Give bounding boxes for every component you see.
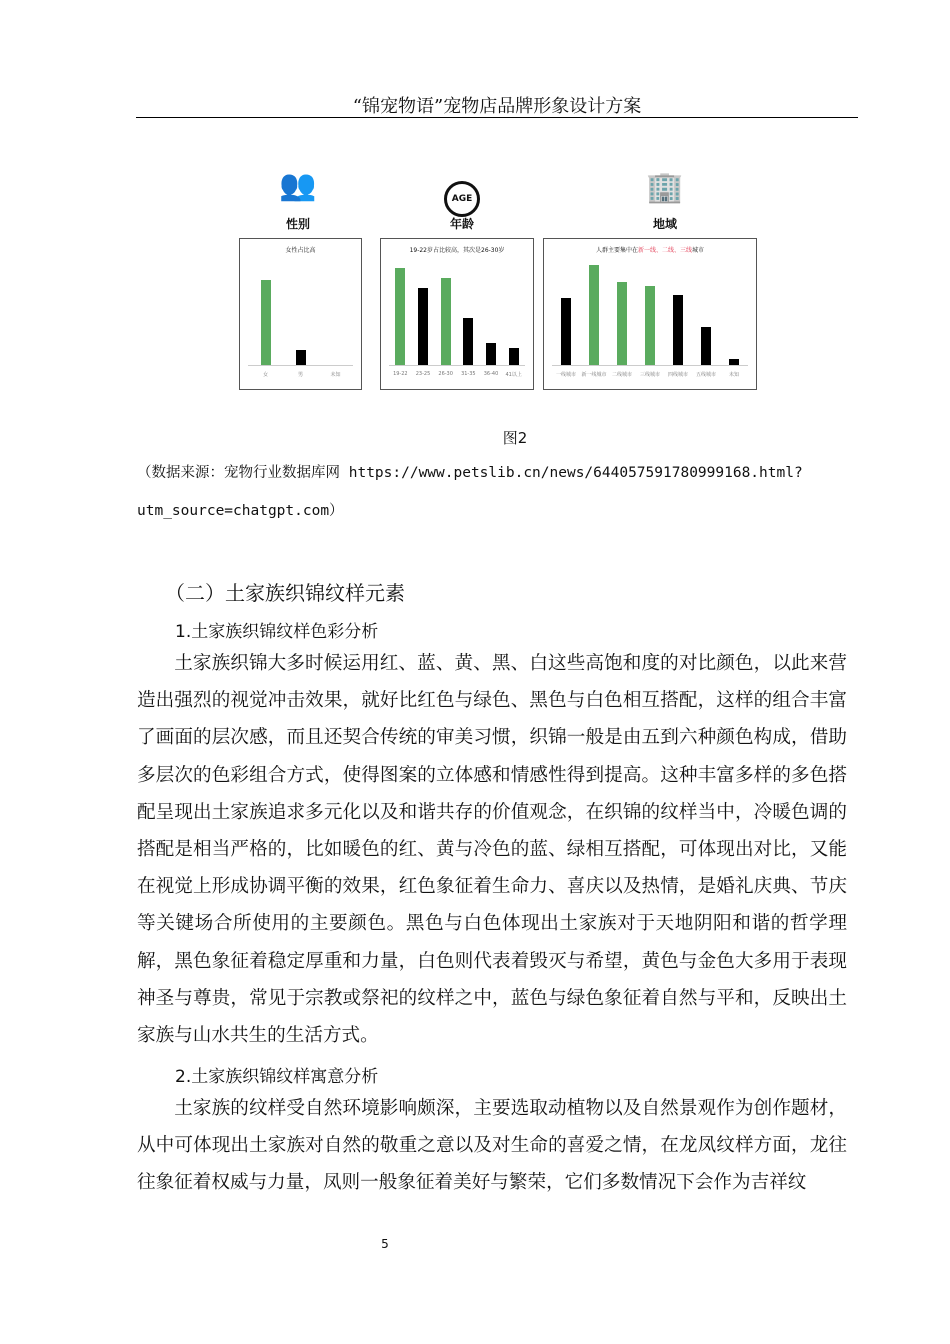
paragraph-1: 土家族织锦大多时候运用红、蓝、黄、黑、白这些高饱和度的对比颜色，以此来营造出强烈的视觉冲击效果，就好比红色与绿色、黑色与白色相互搭配，这样的组合丰富了画面的层次感，而且还契合传统的审美习惯，织锦一般是由五到六种颜色构成，借助多层次的色彩组合方式，使得图案的立体感和情感性得到提高。这种丰富多样的多色搭配呈现出土家族追求多元化以及和谐共存的价值观念，在织锦的纹样当中，冷暖色调的搭配是相当严格的，比如暖色的红、黄与冷色的蓝、绿相互搭配，可体现出对比，又能在视觉上形成协调平衡的效果，红色象征着生命力、喜庆以及热情，是婚礼庆典、节庆等关键场合所使用的主要颜色。黑色与白色体现出土家族对于天地阴阳和谐的哲学理解，黑色象征着稳定厚重和力量，白色则代表着毁灭与希望，黄色与金色大多用于表现神圣与尊贵，常见于宗教或祭祀的纹样之中，蓝色与绿色象征着自然与平和，反映出土家族与山水共生的生活方式。 [137,653,847,1047]
x-tick-label: 新一线城市 [581,372,607,378]
x-tick-label: 31-35 [461,371,476,377]
bar-41以上 [509,348,519,365]
bar-23-25 [418,288,428,365]
x-tick-label: 二线城市 [611,372,632,378]
bar-五线城市 [701,327,711,365]
panel-label-gender: 性别 [285,217,310,231]
x-tick-label: 23-25 [415,371,431,377]
source-line-2: utm_source=chatgpt.com） [137,503,344,519]
x-tick-label: 未知 [330,372,341,378]
running-header: “锦宠物语”宠物店品牌形象设计方案 [352,96,642,117]
x-axis [389,365,525,366]
bar-三线城市 [645,286,655,365]
chart-title: 19-22岁占比较高，其次是26-30岁 [409,247,505,254]
bar-女 [261,280,271,365]
x-tick-label: 一线城市 [555,372,576,378]
header-rule [136,117,858,118]
chart-title: 女性占比高 [285,247,316,254]
figure-caption: 图2 [502,429,528,447]
region-chart [543,238,757,390]
x-tick-label: 41以上 [505,372,522,378]
x-tick-label: 三线城市 [639,372,660,378]
x-tick-label: 五线城市 [695,372,716,378]
x-axis [248,365,353,366]
building-icon: 🏢 [646,170,684,205]
bar-一线城市 [561,298,571,365]
x-tick-label: 女 [262,372,268,378]
bar-男 [296,350,306,365]
gender-chart [239,238,362,390]
section-heading: （二）土家族织锦纹样元素 [165,581,405,605]
bar-四线城市 [673,295,683,365]
chart-title: 人群主要集中在新一线、二线、三线城市 [595,247,705,254]
x-tick-label: 19-22 [393,371,408,377]
age-chart [380,238,534,390]
age-icon: AGE [422,174,502,217]
source-line-1: （数据来源：宠物行业数据库网 https://www.petslib.cn/news/644057591780999168.html? [137,465,803,481]
subheading-2: 2.土家族织锦纹样寓意分析 [175,1067,379,1087]
x-tick-label: 26-30 [438,371,453,377]
panel-label-region: 地域 [652,217,677,231]
x-tick-label: 男 [297,372,303,378]
bar-新一线城市 [589,265,599,365]
x-tick-label: 四线城市 [667,372,688,378]
people-icon: 👥 [279,168,317,203]
subheading-1: 1.土家族织锦纹样色彩分析 [175,622,379,642]
x-tick-label: 未知 [728,372,739,378]
page-number: 5 [381,1237,389,1251]
paragraph-2: 土家族的纹样受自然环境影响颇深，主要选取动植物以及自然景观作为创作题材，从中可体现出土家族对自然的敬重之意以及对生命的喜爱之情，在龙凤纹样方面，龙往往象征着权威与力量，凤则一般象征着美好与繁荣，它们多数情况下会作为吉祥纹 [137,1098,847,1194]
figure-2 [230,160,770,405]
x-axis [552,365,748,366]
bar-未知 [729,359,739,365]
panel-label-age: 年龄 [449,217,474,231]
x-tick-label: 36-40 [483,371,499,377]
bar-36-40 [486,343,496,365]
bar-31-35 [463,318,473,365]
bar-二线城市 [617,282,627,365]
bar-19-22 [395,268,405,365]
bar-26-30 [441,278,451,365]
